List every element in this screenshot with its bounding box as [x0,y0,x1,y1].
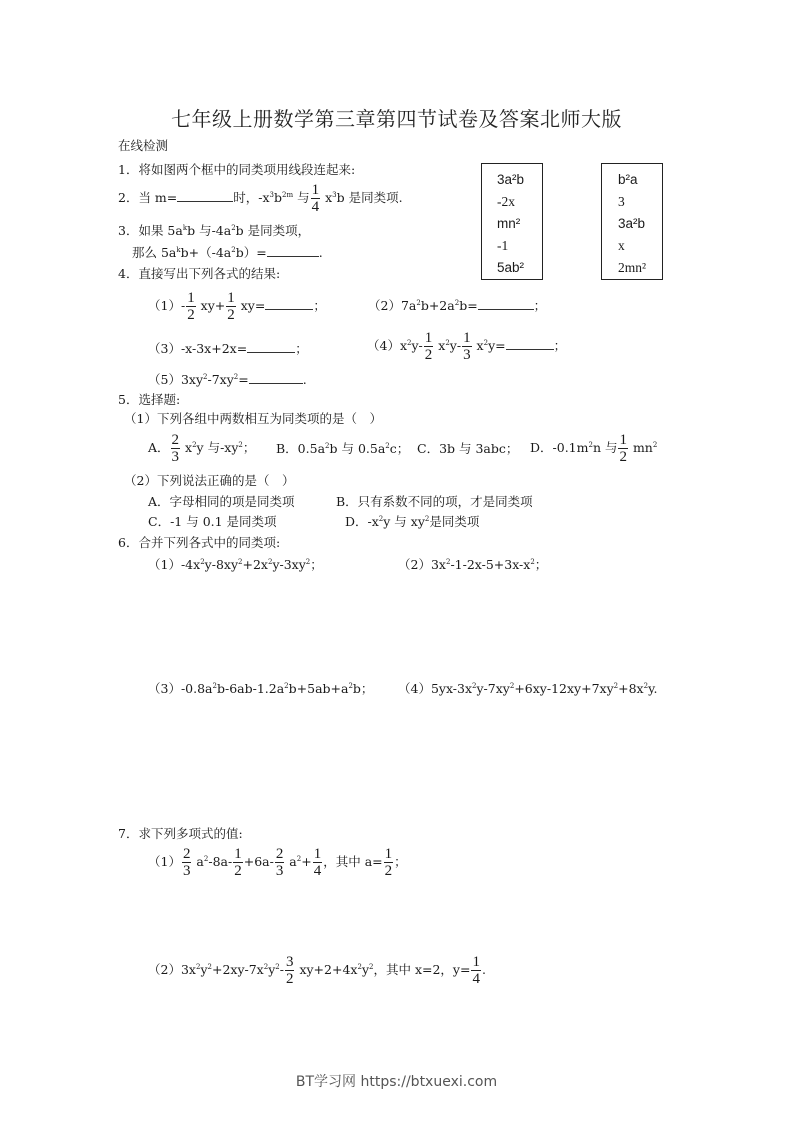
question-7-part-1: （1） $\frac{2}{3}$ $a^2-8a-$ $\frac{1}{2}$ +6a- $\frac{2}{3}$ $a^2+$ $\frac{1}{4}$ ，其中 a= $\frac{1}{2}$ ； [148,846,407,879]
question-7: 7．求下列多项式的值: [118,826,243,841]
question-6-part-3: $(3)-0.8a^2b-6ab-1.2a^2b+5ab+a^2b$； [148,681,374,696]
question-4-part-5: $(5)3xy^2-7xy^2=$ . [148,372,307,387]
term-box-right [601,163,663,280]
term: -1 [497,238,509,253]
answer-blank[interactable] [506,337,554,350]
question-5-1-option-c[interactable]: C．3b 与 3abc； [417,441,519,456]
term: b²a [618,172,638,187]
question-6: 6．合并下列各式中的同类项: [118,535,281,550]
question-4-part-3: （3）-x-3x+2x= ； [148,341,308,356]
question-4-part-2: $(2)7a^2b+2a^2b=$ ； [368,298,547,313]
page-title: 七年级上册数学第三章第四节试卷及答案北师大版 [171,107,622,131]
term: 5ab² [497,260,525,275]
question-5-1-option-b[interactable]: B．$0.5a^2b$ 与 $0.5a^2c$； [276,441,410,456]
question-4: 4．直接写出下列各式的结果: [118,266,281,281]
question-5-2-option-b[interactable]: B．只有系数不同的项，才是同类项 [336,494,533,509]
answer-blank[interactable] [249,371,303,384]
question-6-part-2: $(2)3x^2-1-2x-5+3x-x^2$； [398,557,548,572]
term: -2x [497,194,515,209]
question-5-1-stem: （1）下列各组中两数相互为同类项的是（ ） [124,411,382,426]
question-5-2-option-a[interactable]: A．字母相同的项是同类项 [148,494,295,509]
question-1: 1．将如图两个框中的同类项用线段连起来: [118,162,356,177]
section-heading: 在线检测 [118,138,169,153]
term: mn² [497,216,521,231]
question-4-part-1: （1）- $\frac{1}{2}$ xy+ $\frac{1}{2}$ xy= ； [148,290,326,323]
question-5-2-option-c[interactable]: C．-1 与 0.1 是同类项 [148,514,277,529]
question-5-1-option-d[interactable]: D．$-0.1m^2n$ 与 $\frac{1}{2}$ $mn^2$ [530,432,658,465]
question-4-part-4: $(4)x^2y-$ $\frac{1}{2}$ $x^2y-$ $\frac{1}{3}$ $x^2y=$ ； [367,330,567,363]
term: 2mn² [618,260,647,275]
question-7-part-2: $(2)3x^2y^2+2xy-7x^2y^2-$ $\frac{3}{2}$ $xy+2+4x^2y^2$，其中 x=2，y= $\frac{1}{4}$ . [148,954,486,987]
answer-blank[interactable] [478,297,534,310]
answer-blank[interactable] [247,340,295,353]
answer-blank[interactable] [267,244,319,257]
question-6-part-4: $(4)5yx-3x^2y-7xy^2+6xy-12xy+7xy^2+8x^2y$. [398,681,658,696]
question-5-2-stem: （2）下列说法正确的是（ ） [124,473,295,488]
term: 3 [618,194,625,209]
footer-watermark: BT学习网 https://btxuexi.com [295,1074,498,1090]
question-3-line-1: 3．如果 $5a^kb$ 与$-4a^2b$ 是同类项， [118,223,311,238]
question-5-1-option-a[interactable]: A． $\frac{2}{3}$ $x^2y$ 与$-xy^2$； [148,432,256,465]
term: x [618,238,625,253]
answer-blank[interactable] [265,297,313,310]
question-2: 2．当 m= 时，$-x^3b^{2m}$ 与 $\frac{1}{4}$ $x^3b$ 是同类项. [118,182,403,215]
question-3-line-2: 那么 $5a^kb+(-4a^2b)=$ . [132,245,323,260]
term: 3a²b [497,172,525,187]
answer-blank[interactable] [177,189,233,202]
term: 3a²b [618,216,646,231]
question-5-2-option-d[interactable]: D．$-x^2y$ 与 $xy^2$是同类项 [345,514,480,529]
question-5: 5．选择题: [118,392,181,407]
term-box-left [481,163,543,280]
question-6-part-1: $(1)-4x^2y-8xy^2+2x^2y-3xy^2$； [148,557,323,572]
